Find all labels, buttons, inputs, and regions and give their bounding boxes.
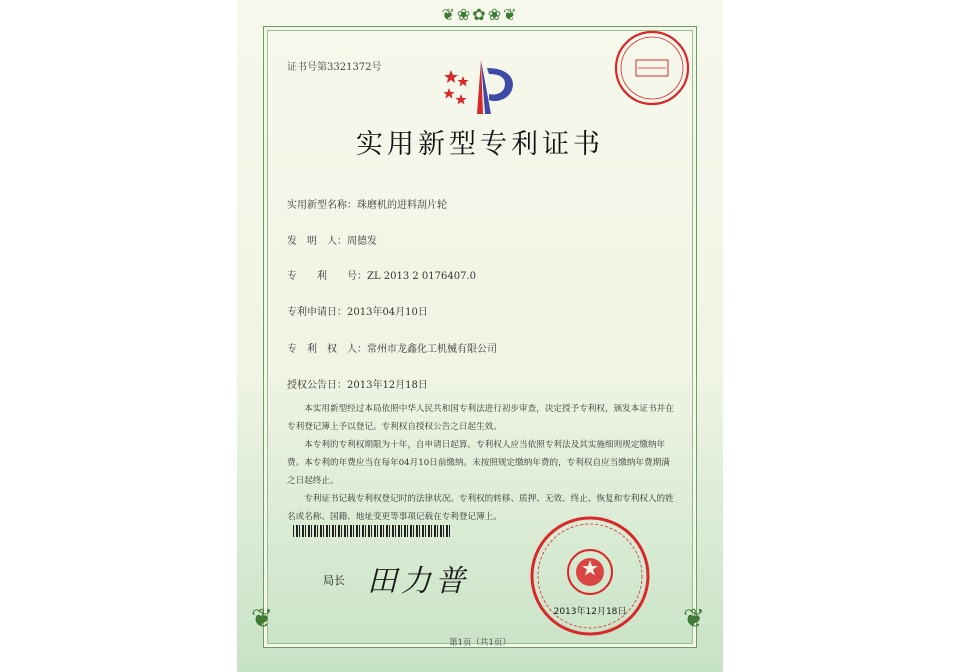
director-label: 局长 xyxy=(323,574,345,587)
body-paragraph: 本实用新型经过本局依照中华人民共和国专利法进行初步审查，决定授予专利权，颁发本证书并在专利登记簿上予以登记。专利权自授权公告之日起生效。 xyxy=(287,404,674,432)
top-ornament-icon: ❦❀✿❀❦ xyxy=(441,5,519,24)
field-label: 专利申请日： xyxy=(287,307,347,318)
field-label: 实用新型名称： xyxy=(287,200,357,211)
field-value: 2013年12月18日 xyxy=(347,380,428,391)
field-label: 专 利 权 人： xyxy=(287,344,367,355)
certificate-number: 证书号第3321372号 xyxy=(287,62,382,73)
certificate-body xyxy=(287,400,677,526)
field-value: ZL 2013 2 0176407.0 xyxy=(367,271,477,282)
body-paragraph: 专利证书记载专利权登记时的法律状况。专利权的转移、质押、无效、终止、恢复和专利权人的姓名或名称、国籍、地址变更等事项记载在专利登记簿上。 xyxy=(287,494,674,522)
field-inventor xyxy=(287,232,377,247)
field-label: 专 利 号： xyxy=(287,271,367,282)
field-application-date xyxy=(287,303,428,318)
small-red-seal-icon xyxy=(612,28,692,108)
field-grant-date xyxy=(287,376,428,391)
certificate-title: 实用新型专利证书 xyxy=(356,129,604,160)
corner-ornament-icon: ❦ xyxy=(251,604,273,634)
field-label: 发 明 人： xyxy=(287,236,347,247)
field-value: 常州市龙鑫化工机械有限公司 xyxy=(367,344,497,355)
field-value: 珠磨机的进料刮片轮 xyxy=(357,200,447,211)
page-number: 第1页（共1页） xyxy=(449,638,511,648)
national-emblem-seal-icon xyxy=(528,514,652,638)
field-value: 2013年04月10日 xyxy=(347,307,428,318)
field-utility-model-name xyxy=(287,196,447,211)
sipo-logo-icon xyxy=(437,50,527,120)
body-paragraph: 本专利的专利权期限为十年，自申请日起算。专利权人应当依照专利法及其实施细则规定缴纳年费。本专利的年费应当在每年04月10日前缴纳。未按照规定缴纳年费的，专利权自应当缴纳年费期满之日起终止。 xyxy=(287,440,670,486)
barcode-icon xyxy=(293,525,451,537)
corner-ornament-icon: ❦ xyxy=(683,604,705,634)
director-signature: 田力普 xyxy=(367,564,469,599)
field-patent-number xyxy=(287,267,476,282)
field-value: 周德发 xyxy=(347,236,377,247)
field-patentee xyxy=(287,340,497,355)
field-label: 授权公告日： xyxy=(287,380,347,391)
patent-certificate xyxy=(237,0,723,672)
seal-date: 2013年12月18日 xyxy=(553,607,627,617)
